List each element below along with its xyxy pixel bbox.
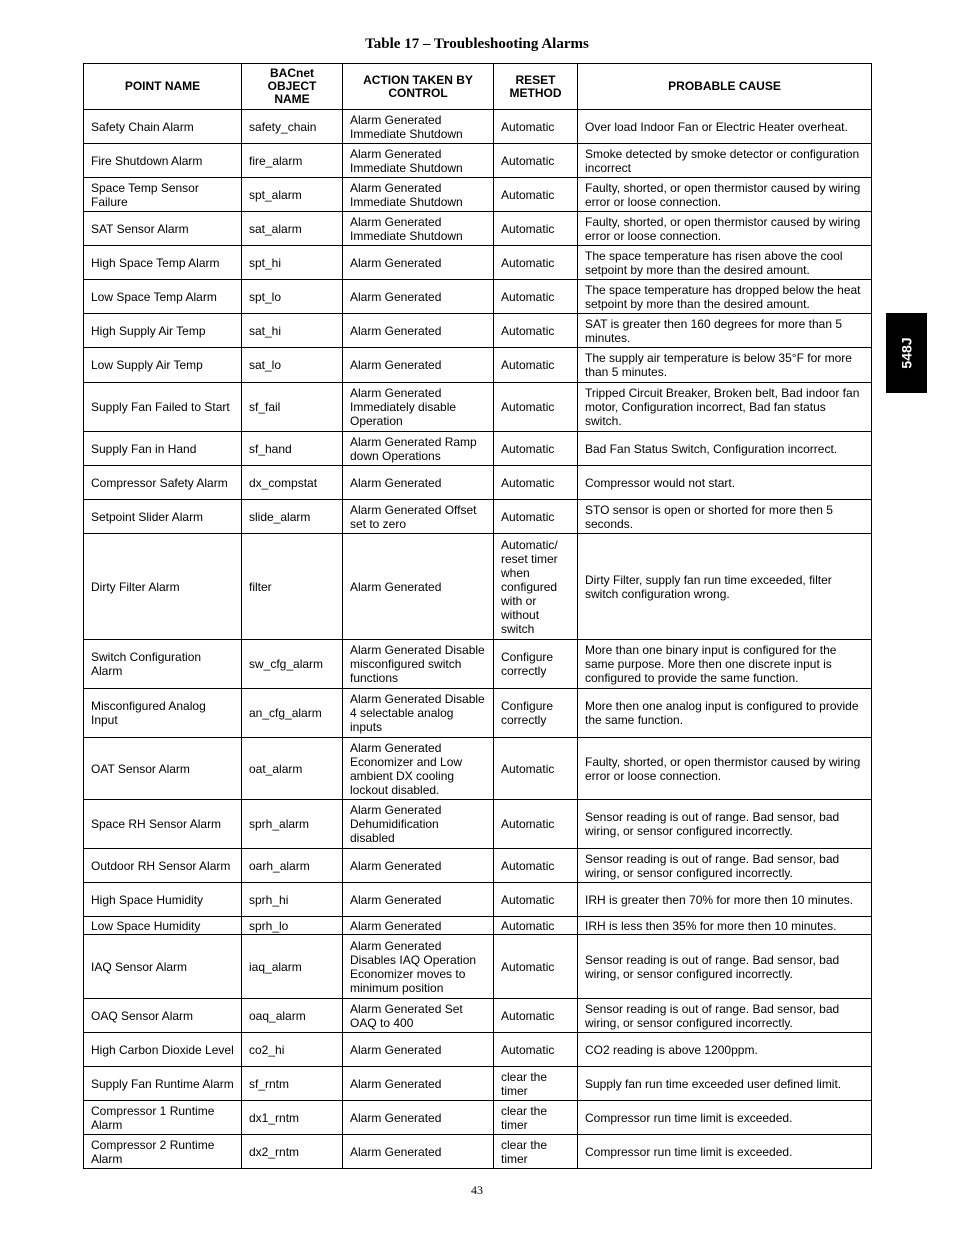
cell-reset-method: Automatic [494, 466, 578, 500]
header-probable-cause: PROBABLE CAUSE [578, 64, 872, 110]
section-side-tab [886, 313, 927, 393]
cell-action-taken: Alarm Generated [343, 917, 494, 935]
table-row [84, 466, 872, 500]
cell-probable-cause: IRH is greater then 70% for more then 10 minutes. [578, 883, 872, 917]
table-row [84, 883, 872, 917]
cell-reset-method: Automatic [494, 178, 578, 212]
cell-bacnet-object-name: sf_hand [242, 432, 343, 466]
cell-probable-cause: The supply air temperature is below 35°F for more than 5 minutes. [578, 348, 872, 383]
cell-bacnet-object-name: sf_fail [242, 383, 343, 432]
cell-reset-method: Configure correctly [494, 689, 578, 738]
cell-action-taken: Alarm Generated [343, 1135, 494, 1169]
table-row [84, 1067, 872, 1101]
table-row [84, 110, 872, 144]
cell-bacnet-object-name: sat_hi [242, 314, 343, 348]
cell-point-name: High Carbon Dioxide Level [84, 1033, 242, 1067]
cell-bacnet-object-name: sw_cfg_alarm [242, 640, 343, 689]
header-reset-method: RESET METHOD [494, 64, 578, 110]
cell-reset-method: Automatic [494, 144, 578, 178]
table-row [84, 212, 872, 246]
table-row [84, 1101, 872, 1135]
cell-bacnet-object-name: oat_alarm [242, 738, 343, 800]
cell-reset-method: Automatic [494, 917, 578, 935]
cell-reset-method: Automatic [494, 800, 578, 849]
page-number: 43 [471, 1183, 483, 1197]
header-action-taken: ACTION TAKEN BY CONTROL [343, 64, 494, 110]
cell-bacnet-object-name: oarh_alarm [242, 849, 343, 883]
cell-probable-cause: More than one binary input is configured for the same purpose. More then one discrete input is configured to provide the same function. [578, 640, 872, 689]
cell-point-name: Compressor 2 Runtime Alarm [84, 1135, 242, 1169]
cell-point-name: Safety Chain Alarm [84, 110, 242, 144]
cell-action-taken: Alarm Generated Immediate Shutdown [343, 212, 494, 246]
cell-action-taken: Alarm Generated Disable misconfigured switch functions [343, 640, 494, 689]
cell-reset-method: clear the timer [494, 1101, 578, 1135]
cell-action-taken: Alarm Generated [343, 1033, 494, 1067]
cell-point-name: Space Temp Sensor Failure [84, 178, 242, 212]
cell-point-name: Outdoor RH Sensor Alarm [84, 849, 242, 883]
cell-point-name: Setpoint Slider Alarm [84, 500, 242, 534]
header-row [84, 64, 872, 110]
cell-probable-cause: More then one analog input is configured to provide the same function. [578, 689, 872, 738]
table-row [84, 849, 872, 883]
cell-probable-cause: Faulty, shorted, or open thermistor caused by wiring error or loose connection. [578, 178, 872, 212]
cell-point-name: High Space Temp Alarm [84, 246, 242, 280]
cell-bacnet-object-name: spt_alarm [242, 178, 343, 212]
cell-point-name: Switch Configuration Alarm [84, 640, 242, 689]
cell-action-taken: Alarm Generated Immediate Shutdown [343, 144, 494, 178]
table-row [84, 246, 872, 280]
cell-action-taken: Alarm Generated [343, 246, 494, 280]
cell-reset-method: Automatic [494, 212, 578, 246]
cell-probable-cause: Supply fan run time exceeded user defined limit. [578, 1067, 872, 1101]
cell-point-name: SAT Sensor Alarm [84, 212, 242, 246]
table-row [84, 432, 872, 466]
cell-point-name: Supply Fan Runtime Alarm [84, 1067, 242, 1101]
cell-reset-method: Automatic [494, 883, 578, 917]
cell-probable-cause: The space temperature has dropped below the heat setpoint by more than the desired amount. [578, 280, 872, 314]
table-row [84, 314, 872, 348]
table-row [84, 348, 872, 383]
cell-probable-cause: SAT is greater then 160 degrees for more than 5 minutes. [578, 314, 872, 348]
cell-probable-cause: STO sensor is open or shorted for more then 5 seconds. [578, 500, 872, 534]
table-row [84, 640, 872, 689]
cell-point-name: Supply Fan in Hand [84, 432, 242, 466]
cell-action-taken: Alarm Generated Dehumidification disabled [343, 800, 494, 849]
cell-probable-cause: Sensor reading is out of range. Bad sensor, bad wiring, or sensor configured incorrectly. [578, 935, 872, 999]
cell-reset-method: Automatic [494, 314, 578, 348]
cell-action-taken: Alarm Generated [343, 534, 494, 640]
cell-action-taken: Alarm Generated [343, 849, 494, 883]
cell-point-name: Dirty Filter Alarm [84, 534, 242, 640]
cell-action-taken: Alarm Generated Economizer and Low ambient DX cooling lockout disabled. [343, 738, 494, 800]
cell-probable-cause: Over load Indoor Fan or Electric Heater overheat. [578, 110, 872, 144]
cell-point-name: OAQ Sensor Alarm [84, 999, 242, 1033]
table-row [84, 689, 872, 738]
cell-action-taken: Alarm Generated Offset set to zero [343, 500, 494, 534]
cell-reset-method: Automatic [494, 280, 578, 314]
cell-probable-cause: Sensor reading is out of range. Bad sensor, bad wiring, or sensor configured incorrectly. [578, 999, 872, 1033]
cell-point-name: High Space Humidity [84, 883, 242, 917]
cell-probable-cause: Compressor would not start. [578, 466, 872, 500]
cell-bacnet-object-name: sprh_lo [242, 917, 343, 935]
cell-action-taken: Alarm Generated Ramp down Operations [343, 432, 494, 466]
cell-point-name: Compressor Safety Alarm [84, 466, 242, 500]
cell-reset-method: Automatic [494, 432, 578, 466]
cell-reset-method: Automatic [494, 738, 578, 800]
cell-bacnet-object-name: sprh_alarm [242, 800, 343, 849]
cell-bacnet-object-name: dx1_rntm [242, 1101, 343, 1135]
cell-point-name: Low Supply Air Temp [84, 348, 242, 383]
cell-bacnet-object-name: fire_alarm [242, 144, 343, 178]
cell-bacnet-object-name: dx2_rntm [242, 1135, 343, 1169]
cell-action-taken: Alarm Generated [343, 1067, 494, 1101]
cell-bacnet-object-name: iaq_alarm [242, 935, 343, 999]
cell-action-taken: Alarm Generated Disables IAQ Operation Economizer moves to minimum position [343, 935, 494, 999]
cell-action-taken: Alarm Generated [343, 466, 494, 500]
cell-action-taken: Alarm Generated Immediate Shutdown [343, 110, 494, 144]
cell-probable-cause: Smoke detected by smoke detector or configuration incorrect [578, 144, 872, 178]
cell-action-taken: Alarm Generated Disable 4 selectable analog inputs [343, 689, 494, 738]
cell-bacnet-object-name: sat_alarm [242, 212, 343, 246]
table-row [84, 935, 872, 999]
cell-reset-method: Automatic [494, 500, 578, 534]
cell-point-name: Supply Fan Failed to Start [84, 383, 242, 432]
cell-reset-method: clear the timer [494, 1135, 578, 1169]
cell-probable-cause: Tripped Circuit Breaker, Broken belt, Bad indoor fan motor, Configuration incorrect, Bad fan status switch. [578, 383, 872, 432]
table-row [84, 917, 872, 935]
cell-bacnet-object-name: spt_lo [242, 280, 343, 314]
cell-reset-method: clear the timer [494, 1067, 578, 1101]
cell-probable-cause: Compressor run time limit is exceeded. [578, 1135, 872, 1169]
cell-reset-method: Automatic [494, 935, 578, 999]
cell-point-name: Low Space Temp Alarm [84, 280, 242, 314]
troubleshooting-alarms-table [83, 63, 872, 1169]
table-row [84, 1033, 872, 1067]
cell-probable-cause: Dirty Filter, supply fan run time exceeded, filter switch configuration wrong. [578, 534, 872, 640]
cell-reset-method: Automatic [494, 110, 578, 144]
cell-reset-method: Automatic [494, 849, 578, 883]
cell-bacnet-object-name: sf_rntm [242, 1067, 343, 1101]
header-bacnet-object-name: BACnet OBJECT NAME [242, 64, 343, 110]
cell-point-name: OAT Sensor Alarm [84, 738, 242, 800]
table-title: Table 17 – Troubleshooting Alarms [365, 36, 589, 52]
table-row [84, 534, 872, 640]
table-row [84, 738, 872, 800]
cell-point-name: Fire Shutdown Alarm [84, 144, 242, 178]
table-row [84, 383, 872, 432]
cell-bacnet-object-name: sat_lo [242, 348, 343, 383]
table-row [84, 999, 872, 1033]
table-row [84, 500, 872, 534]
cell-action-taken: Alarm Generated [343, 883, 494, 917]
cell-action-taken: Alarm Generated Set OAQ to 400 [343, 999, 494, 1033]
cell-reset-method: Automatic [494, 999, 578, 1033]
table-row [84, 280, 872, 314]
cell-bacnet-object-name: an_cfg_alarm [242, 689, 343, 738]
cell-probable-cause: CO2 reading is above 1200ppm. [578, 1033, 872, 1067]
cell-bacnet-object-name: co2_hi [242, 1033, 343, 1067]
cell-probable-cause: Sensor reading is out of range. Bad sensor, bad wiring, or sensor configured incorrectly. [578, 849, 872, 883]
cell-reset-method: Automatic [494, 1033, 578, 1067]
cell-action-taken: Alarm Generated Immediately disable Operation [343, 383, 494, 432]
cell-bacnet-object-name: oaq_alarm [242, 999, 343, 1033]
cell-point-name: Low Space Humidity [84, 917, 242, 935]
table-row [84, 178, 872, 212]
cell-bacnet-object-name: spt_hi [242, 246, 343, 280]
cell-bacnet-object-name: safety_chain [242, 110, 343, 144]
cell-point-name: High Supply Air Temp [84, 314, 242, 348]
cell-reset-method: Automatic [494, 383, 578, 432]
cell-bacnet-object-name: filter [242, 534, 343, 640]
cell-probable-cause: Sensor reading is out of range. Bad sensor, bad wiring, or sensor configured incorrectly. [578, 800, 872, 849]
cell-action-taken: Alarm Generated [343, 348, 494, 383]
cell-reset-method: Automatic [494, 348, 578, 383]
cell-probable-cause: The space temperature has risen above the cool setpoint by more than the desired amount. [578, 246, 872, 280]
cell-probable-cause: Compressor run time limit is exceeded. [578, 1101, 872, 1135]
cell-action-taken: Alarm Generated [343, 314, 494, 348]
cell-action-taken: Alarm Generated [343, 1101, 494, 1135]
side-tab-label: 548J [898, 337, 915, 369]
cell-probable-cause: Bad Fan Status Switch, Configuration incorrect. [578, 432, 872, 466]
cell-reset-method: Configure correctly [494, 640, 578, 689]
cell-reset-method: Automatic/ reset timer when configured with or without switch [494, 534, 578, 640]
cell-point-name: IAQ Sensor Alarm [84, 935, 242, 999]
cell-probable-cause: Faulty, shorted, or open thermistor caused by wiring error or loose connection. [578, 212, 872, 246]
table-row [84, 800, 872, 849]
header-point-name: POINT NAME [84, 64, 242, 110]
cell-action-taken: Alarm Generated [343, 280, 494, 314]
cell-bacnet-object-name: dx_compstat [242, 466, 343, 500]
cell-point-name: Compressor 1 Runtime Alarm [84, 1101, 242, 1135]
cell-action-taken: Alarm Generated Immediate Shutdown [343, 178, 494, 212]
cell-bacnet-object-name: sprh_hi [242, 883, 343, 917]
cell-probable-cause: Faulty, shorted, or open thermistor caused by wiring error or loose connection. [578, 738, 872, 800]
cell-bacnet-object-name: slide_alarm [242, 500, 343, 534]
table-row [84, 144, 872, 178]
cell-point-name: Space RH Sensor Alarm [84, 800, 242, 849]
cell-point-name: Misconfigured Analog Input [84, 689, 242, 738]
cell-probable-cause: IRH is less then 35% for more then 10 minutes. [578, 917, 872, 935]
table-row [84, 1135, 872, 1169]
cell-reset-method: Automatic [494, 246, 578, 280]
